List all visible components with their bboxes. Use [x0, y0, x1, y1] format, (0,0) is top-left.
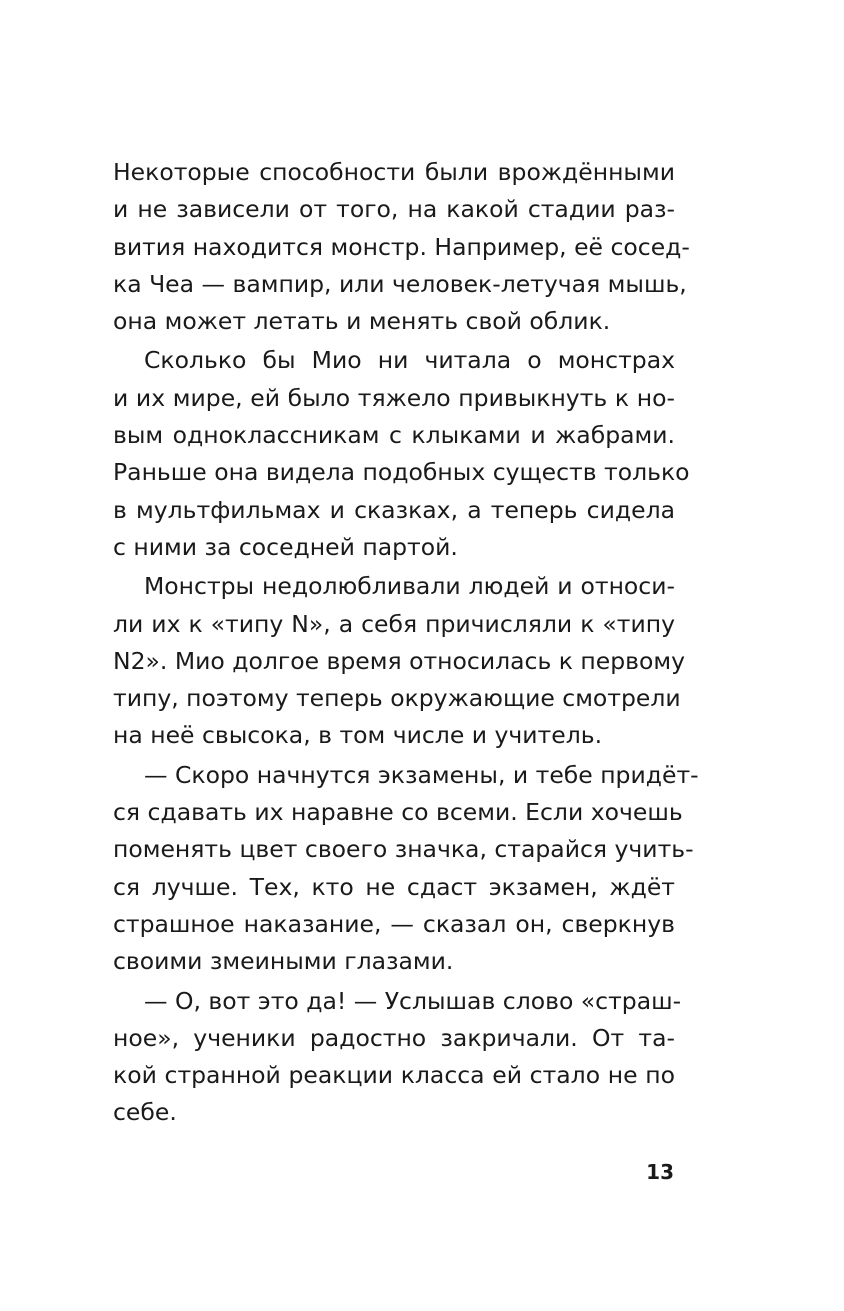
text-line: с ними за соседней партой. [113, 532, 458, 561]
text-line: на неё свысока, в том числе и учитель. [113, 721, 603, 750]
text-line: Сколько бы Мио ни читала о монстрах [144, 346, 675, 375]
text-line: ное», ученики радостно закричали. От та- [113, 1023, 675, 1052]
text-line: ся лучше. Тех, кто не сдаст экзамен, ждёт [113, 872, 675, 901]
text-line: вым одноклассникам с клыками и жабрами. [113, 421, 675, 450]
text-line: в мультфильмах и сказках, а теперь сидела [113, 495, 675, 524]
text-line: Некоторые способности были врождёнными [113, 158, 675, 186]
text-line: Раньше она видела подобных существ только [113, 458, 690, 487]
text-line: кой странной реакции класса ей стало не по [113, 1061, 675, 1090]
text-line: и не зависели от того, на какой стадии раз- [113, 195, 675, 224]
body-text [113, 154, 699, 1132]
text-line: — О, вот это да! — Услышав слово «страш- [144, 986, 682, 1015]
text-line: ка Чеа — вампир, или человек-летучая мышь, [113, 269, 687, 298]
text-line: ся сдавать их наравне со всеми. Если хочешь [113, 798, 683, 827]
text-line: поменять цвет своего значка, старайся учить- [113, 835, 694, 864]
text-line: себе. [113, 1098, 177, 1127]
text-line: и их мире, ей было тяжело привыкнуть к но- [113, 383, 675, 412]
page-number: 13 [646, 1160, 674, 1184]
text-line: она может летать и менять свой облик. [113, 307, 611, 336]
text-line: N2». Мио долгое время относилась к первому [113, 646, 686, 675]
text-line: — Скоро начнутся экзамены, и тебе придёт- [144, 760, 699, 789]
text-line: ли их к «типу N», а себя причисляли к «типу [113, 609, 675, 638]
text-line: типу, поэтому теперь окружающие смотрели [113, 684, 681, 713]
text-line: своими змеиными глазами. [113, 947, 454, 976]
text-line: страшное наказание, — сказал он, сверкнув [113, 909, 675, 938]
text-line: вития находится монстр. Например, её сосед- [113, 232, 690, 261]
text-line: Монстры недолюбливали людей и относи- [144, 572, 675, 601]
